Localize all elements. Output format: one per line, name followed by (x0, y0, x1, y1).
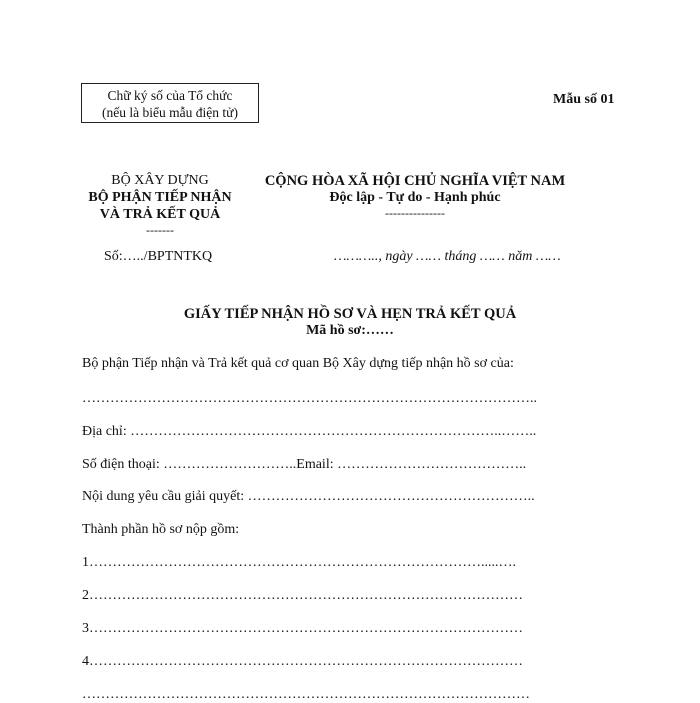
document-number: Số:…../BPTNTKQ (104, 249, 213, 264)
phone-email-line: Số điện thoại: ………………………..Email: ………………………………….. (82, 457, 527, 472)
document-title: GIẤY TIẾP NHẬN HỒ SƠ VÀ HẸN TRẢ KẾT QUẢ (183, 306, 517, 322)
national-motto: Độc lập - Tự do - Hạnh phúc (329, 190, 501, 205)
component-item-3: 3………………………………………………………………………………… (82, 621, 523, 636)
digital-signature-box (81, 83, 259, 123)
right-separator: --------------- (385, 206, 445, 220)
signature-box-line2: (nếu là biểu mẫu điện tử) (102, 105, 238, 120)
components-label: Thành phần hồ sơ nộp gồm: (82, 522, 240, 537)
form-number: Mẫu số 01 (553, 92, 615, 107)
component-item-1: 1………………………………………………………………………….....…. (82, 555, 516, 570)
record-code: Mã hồ sơ:…… (306, 323, 394, 338)
department-line2: VÀ TRẢ KẾT QUẢ (99, 207, 221, 222)
component-item-4: 4………………………………………………………………………………… (82, 654, 523, 669)
left-separator: ------- (146, 223, 174, 237)
nation-name: CỘNG HÒA XÃ HỘI CHỦ NGHĨA VIỆT NAM (264, 173, 566, 189)
component-item-5: …………………………………………………………………………………… (82, 687, 530, 702)
department-line1: BỘ PHẬN TIẾP NHẬN (88, 190, 232, 205)
intro-text: Bộ phận Tiếp nhận và Trả kết quả cơ quan Bộ Xây dựng tiếp nhận hồ sơ của: (82, 356, 514, 371)
date-line: ……….., ngày …… tháng …… năm …… (334, 249, 561, 264)
request-content-line: Nội dung yêu cầu giải quyết: …………………………………………………….. (82, 489, 535, 504)
address-line: Địa chỉ: ……………………………………………………………………..…….. (82, 424, 537, 439)
component-item-2: 2………………………………………………………………………………… (82, 588, 523, 603)
signature-box-line1: Chữ ký số của Tổ chức (107, 88, 233, 103)
ministry-name: BỘ XÂY DỰNG (111, 173, 209, 188)
applicant-name-line: …………………………………………………………………………………….. (82, 391, 537, 406)
